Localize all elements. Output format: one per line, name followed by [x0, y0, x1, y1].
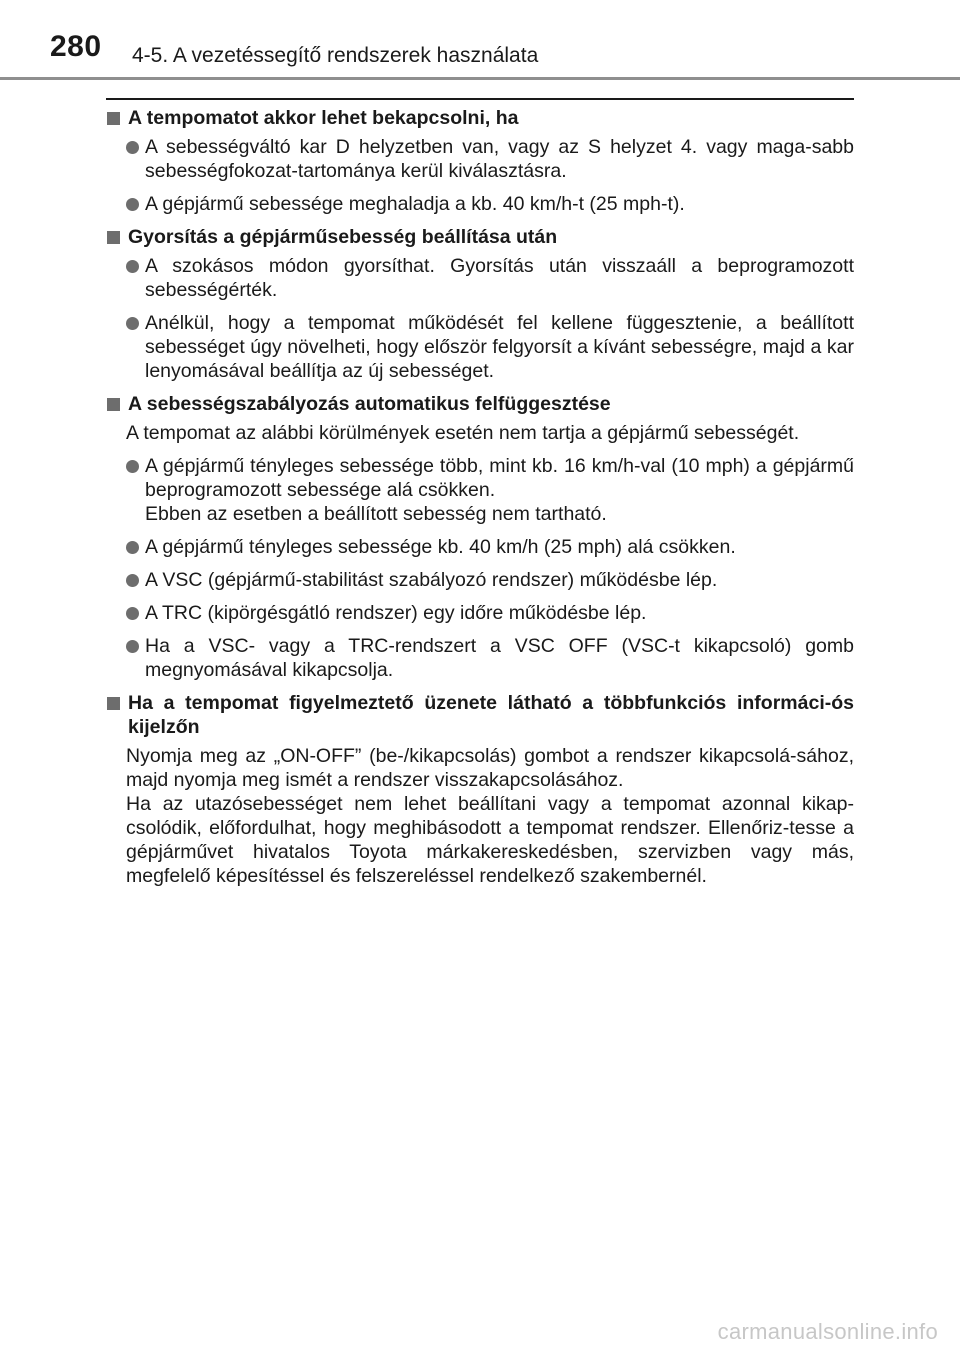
round-bullet-icon [126, 460, 139, 473]
list-item: A szokásos módon gyorsíthat. Gyorsítás után visszaáll a beprogramozott sebességérték. [106, 254, 854, 302]
list-item: A sebességváltó kar D helyzetben van, vagy az S helyzet 4. vagy maga-sabb sebességfokozat-tartománya kerül kiválasztásra. [106, 135, 854, 183]
list-item: A gépjármű sebessége meghaladja a kb. 40 km/h-t (25 mph-t). [106, 192, 854, 216]
warning-paragraph: Nyomja meg az „ON-OFF” (be-/kikapcsolás) gombot a rendszer kikapcsolá-sához, majd nyomja meg ismét a rendszer visszakapcsolásához. Ha az utazósebességet nem lehet beállítani vagy a tempomat azonnal kikap-csolódik, előfordulhat, hogy meghibásodott a tempomat rendszer. Ellenőriz-tesse a gépjárművet hivatalos Toyota márkakereskedésben, szervizben vagy más, megfelelő képesítéssel és felszereléssel rendelkező szakembernél. [126, 745, 854, 887]
section-title: A sebességszabályozás automatikus felfüggesztése [106, 392, 854, 416]
round-bullet-icon [126, 260, 139, 273]
section-intro: A tempomat az alábbi körülmények esetén nem tartja a gépjármű sebességét. [126, 422, 800, 444]
section-title: Gyorsítás a gépjárműsebesség beállítása után [106, 225, 854, 249]
header-divider [0, 77, 960, 80]
content-top-rule [106, 98, 854, 100]
watermark: carmanualsonline.info [717, 1319, 938, 1344]
round-bullet-icon [126, 541, 139, 554]
chapter-title: 4-5. A vezetéssegítő rendszerek használata [132, 44, 539, 67]
list-item: A TRC (kipörgésgátló rendszer) egy időre működésbe lép. [106, 601, 854, 625]
square-bullet-icon [107, 231, 120, 244]
round-bullet-icon [126, 198, 139, 211]
list-item: Anélkül, hogy a tempomat működését fel kellene függesztenie, a beállított sebességet úgy növelheti, hogy először felgyorsít a kívánt sebességre, majd a kar lenyomásával beállítja az új sebességet. [106, 311, 854, 383]
section-title: Ha a tempomat figyelmeztető üzenete látható a többfunkciós informáci-ós kijelzőn [106, 691, 854, 739]
list-item: A gépjármű tényleges sebessége kb. 40 km/h (25 mph) alá csökken. [106, 535, 854, 559]
square-bullet-icon [107, 398, 120, 411]
list-item: Ha a VSC- vagy a TRC-rendszert a VSC OFF (VSC-t kikapcsoló) gomb megnyomásával kikapcsolja. [106, 634, 854, 682]
round-bullet-icon [126, 574, 139, 587]
square-bullet-icon [107, 112, 120, 125]
list-item: A gépjármű tényleges sebessége több, mint kb. 16 km/h-val (10 mph) a gépjármű beprogramozott sebessége alá csökken. Ebben az esetben a beállított sebesség nem tartható. [106, 454, 854, 526]
square-bullet-icon [107, 697, 120, 710]
section-automatic-cancellation [106, 392, 854, 682]
section-activation-conditions [106, 106, 854, 216]
section-title: A tempomatot akkor lehet bekapcsolni, ha [106, 106, 854, 130]
section-warning-message [106, 691, 854, 888]
round-bullet-icon [126, 640, 139, 653]
page-number: 280 [50, 30, 102, 63]
list-item: A VSC (gépjármű-stabilitást szabályozó rendszer) működésbe lép. [106, 568, 854, 592]
round-bullet-icon [126, 317, 139, 330]
round-bullet-icon [126, 141, 139, 154]
page-content [106, 106, 854, 897]
page-header [0, 0, 960, 80]
round-bullet-icon [126, 607, 139, 620]
section-acceleration [106, 225, 854, 383]
